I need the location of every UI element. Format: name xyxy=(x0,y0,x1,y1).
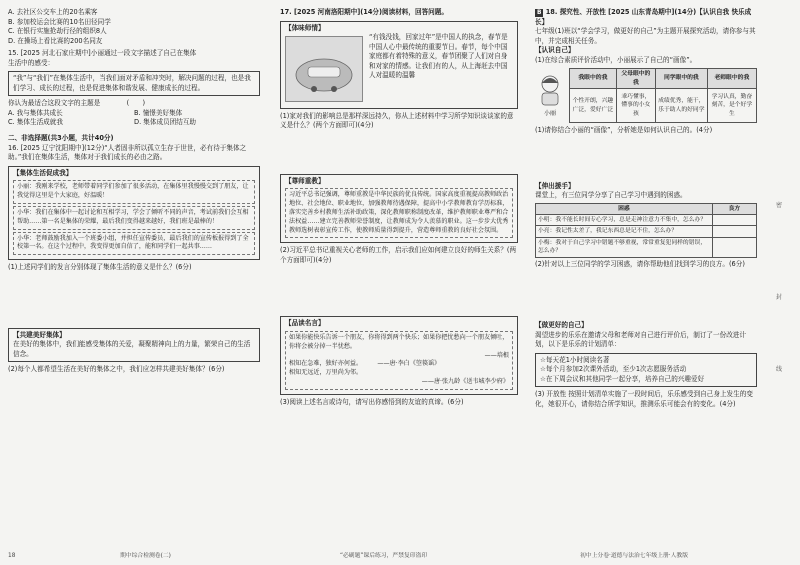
q18-badge: B xyxy=(537,10,542,16)
q17-box1-text: “有钱没钱，回家过年”是中国人的执念，春节是中国人心中最传统的重要节日。春节，每个中国家庭都有着特殊的意义，春节团聚了人们对自身和对家的情感。让我们有的人，从上海赶去中国人对温暖的温馨 xyxy=(369,33,508,80)
q18-sub2: 【伸出援手】 xyxy=(535,181,575,190)
q18-sub1: 【认识自己】 xyxy=(535,46,575,55)
avatar-name: 小丽 xyxy=(543,110,556,118)
plan-item-2: ☆每个月参加2次课外活动，至少1次志愿服务活动 xyxy=(540,365,687,374)
q18-sub3-text: 渴望进步的乐乐在邀请父母和老师对自己进行评价后，制订了一份改进计划，以下是乐乐的计划清单： xyxy=(535,330,746,349)
column-left xyxy=(8,8,260,375)
q16-2: (2)每个人都希望生活在美好的集体之中，我们应怎样共建美好集体？(6分) xyxy=(8,365,225,374)
confusion-table xyxy=(535,203,757,258)
q17-box3-title: 【品读名言】 xyxy=(285,319,325,328)
footer-right: 初中上分卷·道德与法治七年级上册·人教版 xyxy=(580,553,689,559)
q16-box-2 xyxy=(8,328,260,363)
q17-head: 17. [2025 河南洛阳期中](14分)阅读材料，回答问题。 xyxy=(280,8,448,16)
q17-box-1 xyxy=(280,21,518,109)
confusion-row-3: 小梅：我对于自己学习中错题不够重视，常常重复犯同样的错误，怎么办？ xyxy=(536,237,713,257)
quote-1-author: ——培根 xyxy=(484,351,509,359)
q16-box1-line2: 小华：我们在集体中一起讨论和互相学习，学会了倾听不同的声音，考试前我们会互相帮助……第一名是集体的荣耀，最后我们变得越来越好，我们班是最棒的！ xyxy=(13,206,255,230)
th-teacher: 老师眼中的我 xyxy=(707,69,756,89)
q18-head-wrap xyxy=(535,8,757,27)
quote-3-author: ——唐·张九龄《送韦城李少府》 xyxy=(421,378,509,386)
q17-box-2 xyxy=(280,174,518,244)
th-parents: 父母眼中的我 xyxy=(616,69,655,89)
quote-2: 相知在急难，独好亦何益。 ——唐·李白《箜篌谣》 xyxy=(289,360,441,368)
footer-left: 期中综合检测卷(二) xyxy=(120,553,171,559)
column-right xyxy=(535,8,757,410)
q18-3: (3) 开放性 按照计划清单实施了一段时间后，乐乐感受到自己身上发生的变化，她很开心，请你结合所学知识，推测乐乐可能会有的变化。(4分) xyxy=(535,390,753,409)
th-classmates: 同学眼中的我 xyxy=(655,69,707,89)
q17-box2-text: 习近平总书记强调，尊师重教是中华民族的优良传统。国家高度重视提高教师政治地位、社会地位、职业地位，加强教师待遇保障，提高中小学教师教育学历标准，落实完善乡村教师生活补助政策，深化教师职称制度改革，维护教师职业尊严和合法权益……建立完善教师荣誉制度，让教师成为令人羡慕的职业。这一步步大优秀教师选树表彰宣传工作，使教师质量得到提升，营造尊师重教的良好社会氛围。 xyxy=(285,188,513,238)
q18-2: (2)针对以上三位同学的学习困惑，请你帮助他们找到学习的良方。(6分) xyxy=(535,259,745,268)
q18-1-answer-space[interactable] xyxy=(535,136,757,182)
q16-box1-title: 【集体生活促成我】 xyxy=(13,168,73,177)
footer-page-number: 18 xyxy=(8,553,16,559)
footer-center: “必刷题”课后练习，严禁复印盗印 xyxy=(340,553,428,559)
q15-option-c: C. 集体生活成就我 xyxy=(8,118,63,127)
quote-3: 相知无远近，万里尚为邻。 xyxy=(289,369,363,377)
q15-option-a: A. 我与集体共成长 xyxy=(8,108,63,117)
q17-box-3 xyxy=(280,316,518,395)
td-teacher: 学习认真，勤奋刻苦，是个好学生 xyxy=(707,89,756,123)
q17-1: (1)家对我们的影响总是那样深远持久，你从上述材料中学习所学知识谈谈家的意义是什么？(两个方面即可)(4分) xyxy=(280,111,514,130)
q18-sub1-text: (1)在综合素质评价活动中，小丽展示了自己的“画像”。 xyxy=(535,55,697,64)
option-a: A. 去社区公交车上的20名乘客 xyxy=(8,8,98,16)
portrait-table-wrap xyxy=(535,68,757,123)
q18-2-answer-space[interactable] xyxy=(535,269,757,321)
margin-char-c: 线 xyxy=(775,366,782,373)
td-classmates: 成绩优秀，能干，乐于助人的好同学 xyxy=(655,89,707,123)
option-b: B. 参加校运会比赛的10名田径同学 xyxy=(8,17,111,26)
q18-head: 18. 探究性、开放性 [2025 山东青岛期中](14分)【认识自我 快乐成长】 xyxy=(535,8,752,26)
q16-1-answer-space[interactable] xyxy=(8,273,260,325)
q15-quote-box xyxy=(8,71,260,96)
q17-2: (2)习近平总书记重视关心老师的工作，启示我们应如何建立良好的师生关系？(两个方面即可)(4分) xyxy=(280,246,517,264)
q17-3: (3)阅读上述名言或诗句，请写出你感悟到的友谊的真谛。(6分) xyxy=(280,397,464,406)
q16-box1-line1: 小丽：我刚来学校，老师带着同学们参加了很多活动，在集体里我慢慢交到了朋友，让我觉得这里是个大家庭，好温暖！ xyxy=(13,180,255,204)
remedy-cell-3[interactable] xyxy=(712,237,756,257)
avatar xyxy=(535,73,565,119)
q15-options-row2 xyxy=(8,118,260,128)
q16-box-1 xyxy=(8,166,260,261)
td-parents: 乖巧懂事，懂事的小女孩 xyxy=(616,89,655,123)
girl-avatar-icon xyxy=(535,73,565,107)
plan-item-3: ☆在下周会议和其他同学一起分享，培养自己的兴趣爱好 xyxy=(540,374,705,383)
q18-1: (1)请你结合小丽的“画像”，分析她是如何认识自己的。(4分) xyxy=(535,126,713,135)
column-middle xyxy=(280,8,518,407)
option-c: C. 在银行实施抢劫行径的组织8人 xyxy=(8,27,107,36)
q16-box1-line3: 小华：老师鼓励我加入一个班委小组，并担任宣传委员，最后我们的宣传板报得到了全校第一名。在这个过程中，我变得更加自信了，能和同学们一起共事…… xyxy=(13,232,255,256)
q17-box2-title: 【尊师重教】 xyxy=(285,176,325,185)
remedy-cell-2[interactable] xyxy=(712,226,756,237)
plan-list-box xyxy=(535,353,757,388)
option-d: D. 在操场上看比赛的200名同友 xyxy=(8,36,103,45)
binding-margin xyxy=(764,200,794,376)
q18-sub3: 【做更好的自己】 xyxy=(535,321,588,330)
q15-option-d: D. 集体成员团结互助 xyxy=(134,118,197,127)
q16-head: 16. [2025 辽宁沈阳期中](12分)“人者固非所以孤立生存于世世，必有待于集体之助。”我们在集体生活，集体对于我们成长的必由之路。 xyxy=(8,143,247,162)
q15-line2: 生活中的感受： xyxy=(8,58,55,67)
q18-sub2-text: 课堂上，有三位同学分享了自己学习中遇到的困惑。 xyxy=(535,191,687,200)
margin-char-b: 封 xyxy=(775,294,782,301)
q16-box2-title: 【共建美好集体】 xyxy=(13,330,66,339)
th-confusion: 困惑 xyxy=(536,203,713,214)
q15-quote: “我”与“我们”在集体生活中，当我们面对矛盾和冲突时，解决问题的过程，也是我们学习、成长的过程，也是促进集体和谐发展、健康成长的过程。 xyxy=(13,74,251,92)
portrait-table xyxy=(569,68,757,123)
td-self: 个性开朗，兴趣广泛，爱好广泛 xyxy=(570,89,617,123)
margin-char-a: 密 xyxy=(775,202,782,209)
train-icon xyxy=(286,37,362,101)
train-illustration-image xyxy=(285,36,363,102)
remedy-cell-1[interactable] xyxy=(712,215,756,226)
q17-box1-title: 【体味师情】 xyxy=(285,23,325,32)
section-2-title: 二、非选择题(共3小题，共计40分) xyxy=(8,134,114,143)
q18-intro: 七年级(1)班以“学会学习，做更好的自己”为主题开展探究活动，请你参与其中，并完成相关任务。 xyxy=(535,27,756,45)
confusion-row-2: 小亮：我记性太差了，我记东西总是记不住，怎么办？ xyxy=(536,226,713,237)
confusion-row-1: 小明：我不能长时间专心学习，总是走神注意力不集中，怎么办？ xyxy=(536,215,713,226)
th-self: 我眼中的我 xyxy=(570,69,617,89)
q15-ask: 你认为最适合这段文字的主题是 ( ) xyxy=(8,99,146,108)
q15-option-b: B. 憧憬美好集体 xyxy=(134,108,183,117)
plan-item-1: ☆每天花1小时阅读名著 xyxy=(540,355,610,364)
q15-head: 15. [2025 河北石家庄期中]小丽通过一段文字描述了自己在集体 xyxy=(8,49,197,58)
q16-1: (1)上述同学们的发言分别体现了集体生活的意义是什么？(6分) xyxy=(8,263,192,272)
q16-box2-text: 在美好的集体中，我们能感受集体的关爱，凝聚精神向上的力量，繁荣自己的生活信念。 xyxy=(13,340,251,358)
quote-1: 如果你能快乐告诉一个朋友，你将得到两个快乐；如果你把忧愁向一个朋友倾吐，你将会被分掉一半忧愁。 xyxy=(289,333,509,350)
q17-1-answer-space[interactable] xyxy=(280,131,518,171)
q17-box3-quotes xyxy=(285,331,513,390)
q17-2-answer-space[interactable] xyxy=(280,265,518,313)
th-remedy: 良方 xyxy=(712,203,756,214)
